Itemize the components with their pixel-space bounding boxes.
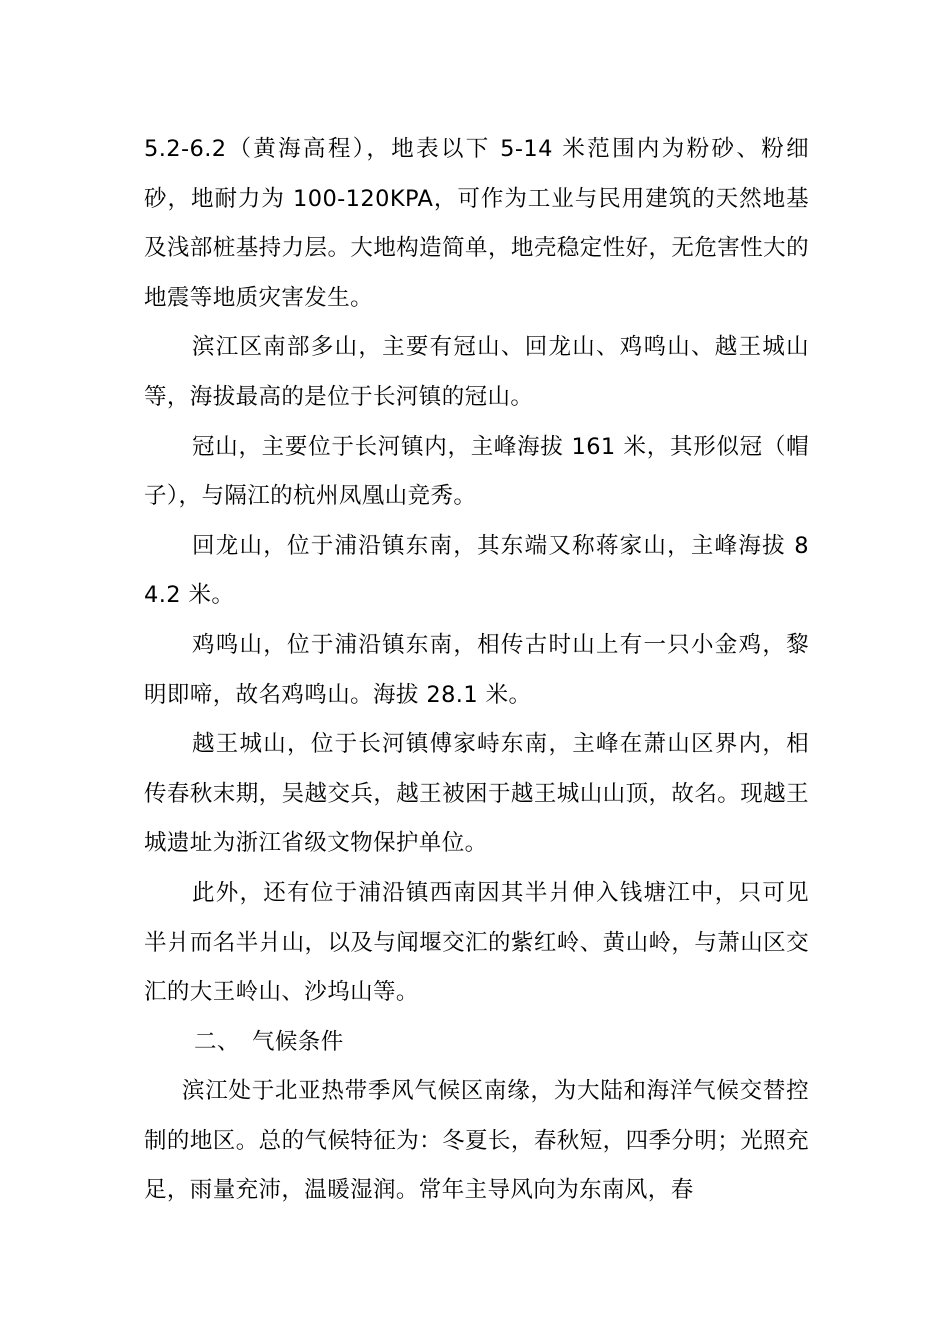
section-number: 二、 xyxy=(194,1028,240,1055)
paragraph-mountains-overview: 滨江区南部多山，主要有冠山、回龙山、鸡鸣山、越王城山等，海拔最高的是位于长河镇的冠山。 xyxy=(144,334,809,410)
paragraph-geology: 5.2-6.2（黄海高程），地表以下 5-14 米范围内为粉砂、粉细砂，地耐力为 100-120KPA，可作为工业与民用建筑的天然地基及浅部桩基持力层。大地构造简单，地壳稳定性好，无危害性大的地震等地质灾害发生。 xyxy=(144,136,809,311)
paragraph-huilongshan: 回龙山，位于浦沿镇东南，其东端又称蒋家山，主峰海拔 84.2 米。 xyxy=(144,532,809,609)
paragraph-climate: 滨江处于北亚热带季风气候区南缘，为大陆和海洋气候交替控制的地区。总的气候特征为：冬夏长，春秋短，四季分明；光照充足，雨量充沛，温暖湿润。常年主导风向为东南风，春 xyxy=(144,1078,809,1204)
paragraph-other-mountains: 此外，还有位于浦沿镇西南因其半爿伸入钱塘江中，只可见半爿而名半爿山，以及与闻堰交汇的紫红岭、黄山岭，与萧山区交汇的大王岭山、沙坞山等。 xyxy=(144,879,809,1006)
section-heading xyxy=(144,1018,809,1068)
paragraph-guanshan: 冠山，主要位于长河镇内，主峰海拔 161 米，其形似冠（帽子），与隔江的杭州凤凰山竞秀。 xyxy=(144,433,809,510)
document-body xyxy=(144,125,809,1216)
paragraph-yuewangchengshan: 越王城山，位于长河镇傅家峙东南，主峰在萧山区界内，相传春秋末期，吴越交兵，越王被困于越王城山山顶，故名。现越王城遗址为浙江省级文物保护单位。 xyxy=(144,731,809,857)
paragraph-jimingshan: 鸡鸣山，位于浦沿镇东南，相传古时山上有一只小金鸡，黎明即啼，故名鸡鸣山。海拔 28.1 米。 xyxy=(144,631,809,708)
section-title: 气候条件 xyxy=(252,1028,344,1055)
